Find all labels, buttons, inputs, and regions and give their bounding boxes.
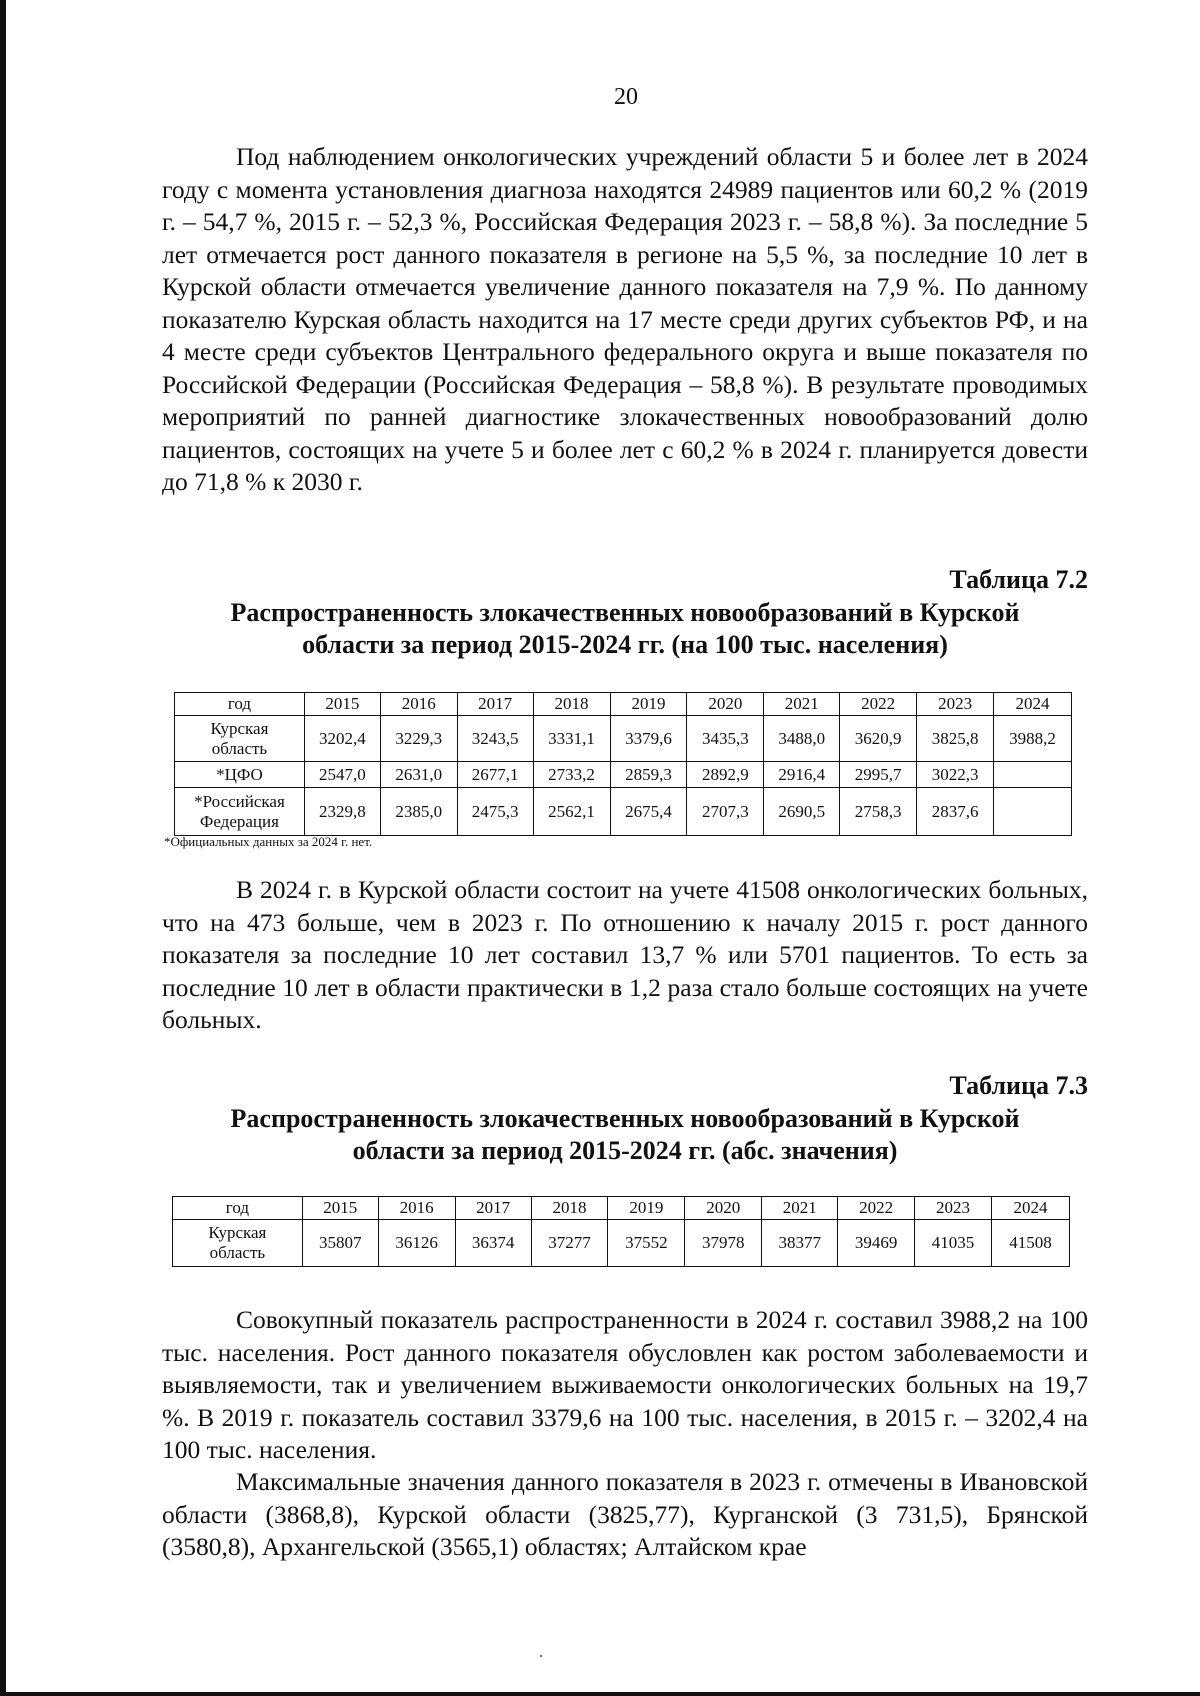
table-cell: 2675,4 bbox=[610, 788, 687, 836]
table-cell: 2707,3 bbox=[687, 788, 764, 836]
table-cell: 2859,3 bbox=[610, 762, 687, 788]
row-label: Курская область bbox=[175, 716, 305, 762]
table-7-2-footnote: *Официальных данных за 2024 г. нет. bbox=[164, 834, 373, 849]
table-cell: 3435,3 bbox=[687, 716, 764, 762]
table-cell bbox=[994, 762, 1072, 788]
table-cell: 3620,9 bbox=[840, 716, 917, 762]
header-cell: 2017 bbox=[455, 1197, 531, 1220]
table-cell: 3988,2 bbox=[994, 716, 1072, 762]
header-cell: 2019 bbox=[608, 1197, 685, 1220]
table-7-3-title bbox=[162, 1103, 1088, 1167]
header-cell: 2022 bbox=[840, 693, 917, 716]
header-cell: год bbox=[175, 693, 305, 716]
header-cell: 2018 bbox=[531, 1197, 608, 1220]
table-cell: 2837,6 bbox=[917, 788, 994, 836]
table-cell: 2758,3 bbox=[840, 788, 917, 836]
table-row bbox=[173, 1220, 1070, 1267]
paragraph-five-year-survival: Под наблюдением онкологических учреждений области 5 и более лет в 2024 году с момента установления диагноза находятся 24989 пациентов или 60,2 % (2019 г. – 54,7 %, 2015 г. – 52,3 %, Российская Федерация 2023 г. – 58,8 %). За последние 5 лет отмечается рост данного показателя в регионе на 5,5 %, за последние 10 лет в Курской области отмечается увеличение данного показателя на 7,9 %. По данному показателю Курская область находится на 17 месте среди других субъектов РФ, и на 4 месте среди субъектов Центрального федерального округа и выше показателя по Российской Федерации (Российская Федерация – 58,8 %). В результате проводимых мероприятий по ранней диагностике злокачественных новообразований долю пациентов, состоящих на учете 5 и более лет с 60,2 % в 2024 г. планируется довести до 71,8 % к 2030 г. bbox=[162, 142, 1088, 496]
table-cell: 37552 bbox=[608, 1220, 685, 1267]
table-cell: 2677,1 bbox=[457, 762, 533, 788]
paragraph-maximum-values: Максимальные значения данного показателя в 2023 г. отмечены в Ивановской области (3868,8), Курской области (3825,77), Курганской (3 731,5), Брянской (3580,8), Архангельской (3565,1) областях; Алтайском крае bbox=[162, 1467, 1088, 1561]
header-cell: 2020 bbox=[687, 693, 764, 716]
table-row bbox=[175, 788, 1072, 836]
table-cell: 2916,4 bbox=[764, 762, 840, 788]
table-cell: 2733,2 bbox=[533, 762, 610, 788]
row-label: Курская область bbox=[173, 1220, 303, 1267]
table-cell: 2631,0 bbox=[380, 762, 457, 788]
table-7-3-label: Таблица 7.3 bbox=[949, 1071, 1088, 1100]
header-cell: год bbox=[173, 1197, 303, 1220]
table-cell: 37277 bbox=[531, 1220, 608, 1267]
paragraph-registered-patients: В 2024 г. в Курской области состоит на учете 41508 онкологических больных, что на 473 больше, чем в 2023 г. По отношению к началу 2015 г. рост данного показателя за последние 10 лет составил 13,7 % или 5701 пациентов. То есть за последние 10 лет в области практически в 1,2 раза стало больше состоящих на учете больных. bbox=[162, 875, 1088, 1034]
table-7-3-title-line-2: области за период 2015-2024 гг. (абс. значения) bbox=[352, 1136, 898, 1165]
table-7-2 bbox=[174, 692, 1072, 836]
paragraph-cumulative-indicator: Совокупный показатель распространенности в 2024 г. составил 3988,2 на 100 тыс. населения. Рост данного показателя обусловлен как ростом заболеваемости и выявляемости, так и увеличением выживаемости онкологических больных на 19,7 %. В 2019 г. показатель составил 3379,6 на 100 тыс. населения, в 2015 г. – 3202,4 на 100 тыс. населения. bbox=[162, 1305, 1088, 1464]
table-7-2-label: Таблица 7.2 bbox=[949, 565, 1088, 594]
scan-speck bbox=[540, 1655, 542, 1657]
scan-edge-left bbox=[0, 0, 6, 1696]
table-cell: 3825,8 bbox=[917, 716, 994, 762]
page-number: 20 bbox=[614, 84, 638, 110]
table-cell: 2329,8 bbox=[304, 788, 380, 836]
header-cell: 2023 bbox=[915, 1197, 992, 1220]
table-cell: 3379,6 bbox=[610, 716, 687, 762]
header-cell: 2020 bbox=[685, 1197, 762, 1220]
header-cell: 2017 bbox=[457, 693, 533, 716]
header-cell: 2024 bbox=[994, 693, 1072, 716]
row-label: *Российская Федерация bbox=[175, 788, 305, 836]
header-cell: 2021 bbox=[764, 693, 840, 716]
table-cell: 2690,5 bbox=[764, 788, 840, 836]
table-cell: 3229,3 bbox=[380, 716, 457, 762]
table-row bbox=[175, 762, 1072, 788]
table-cell: 2562,1 bbox=[533, 788, 610, 836]
table-7-2-title-line-2: области за период 2015-2024 гг. (на 100 тыс. населения) bbox=[302, 630, 948, 659]
table-cell: 36126 bbox=[378, 1220, 455, 1267]
table-cell: 2385,0 bbox=[380, 788, 457, 836]
table-7-2-title bbox=[162, 597, 1088, 661]
header-cell: 2021 bbox=[762, 1197, 838, 1220]
table-7-2-title-line-1: Распространенность злокачественных новообразований в Курской bbox=[230, 598, 1020, 627]
table-7-3 bbox=[172, 1196, 1070, 1267]
header-cell: 2023 bbox=[917, 693, 994, 716]
table-cell: 2892,9 bbox=[687, 762, 764, 788]
table-cell: 2475,3 bbox=[457, 788, 533, 836]
table-cell: 37978 bbox=[685, 1220, 762, 1267]
table-cell: 36374 bbox=[455, 1220, 531, 1267]
header-cell: 2015 bbox=[304, 693, 380, 716]
table-cell: 3243,5 bbox=[457, 716, 533, 762]
table-7-3-title-line-1: Распространенность злокачественных новообразований в Курской bbox=[230, 1104, 1020, 1133]
table-cell: 2547,0 bbox=[304, 762, 380, 788]
scan-edge-bottom bbox=[0, 1692, 1200, 1696]
row-label: *ЦФО bbox=[175, 762, 305, 788]
table-cell: 38377 bbox=[762, 1220, 838, 1267]
table-cell: 39469 bbox=[838, 1220, 915, 1267]
header-cell: 2024 bbox=[991, 1197, 1069, 1220]
header-cell: 2019 bbox=[610, 693, 687, 716]
table-cell bbox=[994, 788, 1072, 836]
table-7-2-header-row bbox=[175, 693, 1072, 716]
header-cell: 2022 bbox=[838, 1197, 915, 1220]
table-cell: 3202,4 bbox=[304, 716, 380, 762]
table-row bbox=[175, 716, 1072, 762]
table-cell: 3331,1 bbox=[533, 716, 610, 762]
table-cell: 41508 bbox=[991, 1220, 1069, 1267]
table-cell: 3022,3 bbox=[917, 762, 994, 788]
table-cell: 35807 bbox=[302, 1220, 378, 1267]
table-cell: 2995,7 bbox=[840, 762, 917, 788]
header-cell: 2016 bbox=[380, 693, 457, 716]
table-cell: 3488,0 bbox=[764, 716, 840, 762]
header-cell: 2018 bbox=[533, 693, 610, 716]
table-7-3-header-row bbox=[173, 1197, 1070, 1220]
table-cell: 41035 bbox=[915, 1220, 992, 1267]
header-cell: 2015 bbox=[302, 1197, 378, 1220]
header-cell: 2016 bbox=[378, 1197, 455, 1220]
